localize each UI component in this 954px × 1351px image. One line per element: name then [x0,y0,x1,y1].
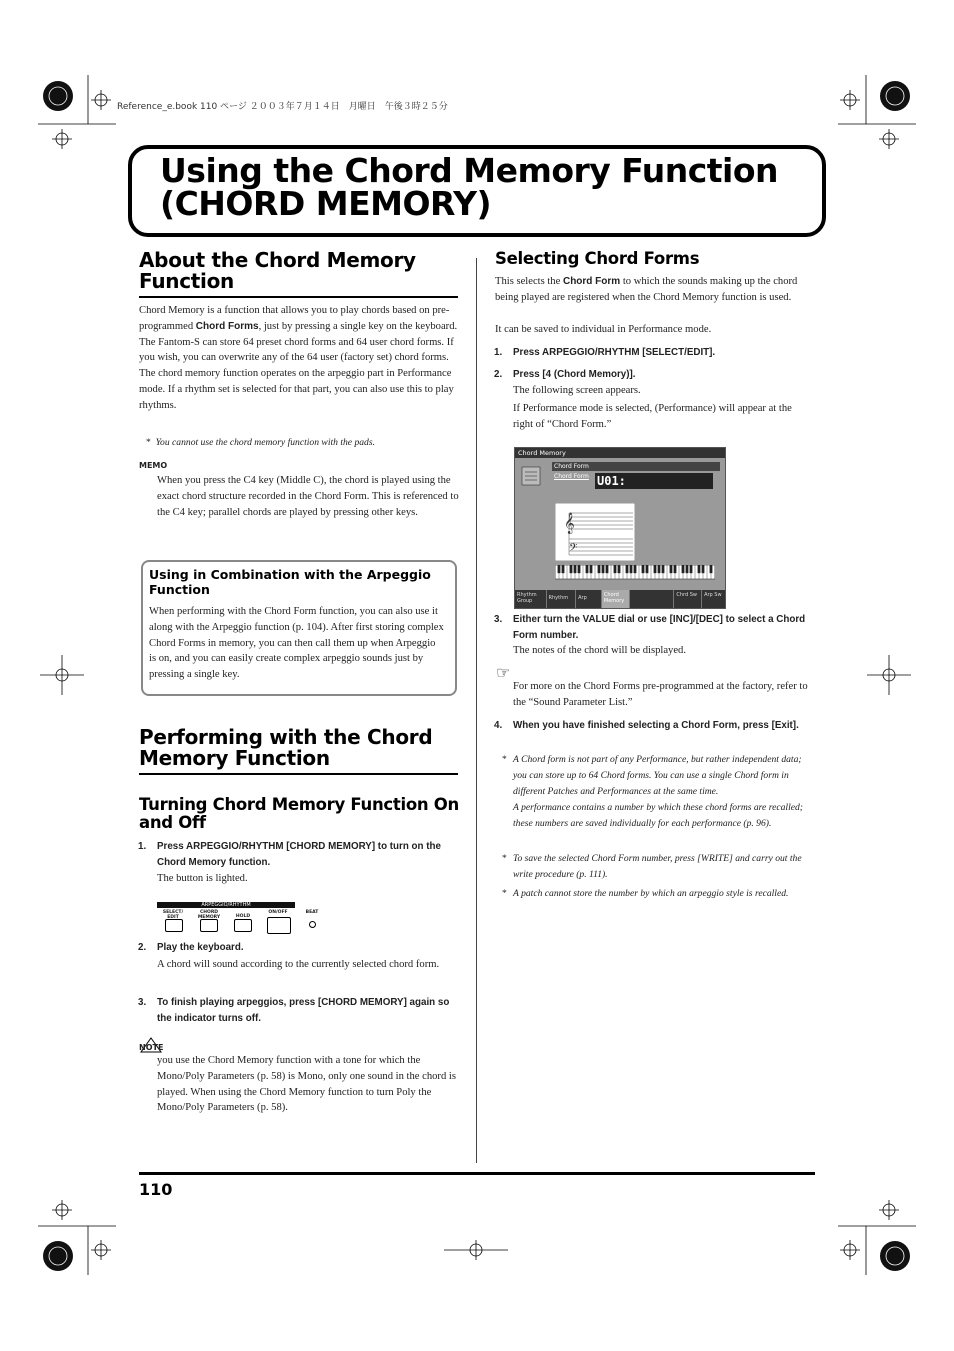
asterisk: * [502,888,507,899]
chord-memory-label: CHORD MEMORY [197,910,221,920]
black-key [598,565,600,573]
bass-clef-icon: 𝄢 [569,542,578,557]
save-note [502,851,814,883]
performing-heading [139,727,459,769]
asterisk: * [502,754,507,765]
chord-memory-button[interactable] [200,919,218,932]
black-key [630,565,632,573]
turning-heading-line-1: Turning Chord Memory Function On [139,795,459,814]
right-step-2-sub-1: The following screen appears. [513,385,641,396]
chord-form-value: U01: [597,474,626,488]
black-key [570,565,572,573]
about-p1-a: Chord Memory is a function that allows you to play chords based on pre-programmed [139,305,450,332]
right-step-4-text: When you have finished selecting a Chord Form, press [Exit]. [513,720,799,731]
right-step-2 [494,367,813,383]
right-step-4 [494,718,813,734]
on-off-label: ON/OFF [268,910,288,915]
right-step-1 [494,345,813,361]
black-key [670,565,672,573]
black-key [698,565,700,573]
combo-heading: Using in Combination with the Arpeggio Function [149,567,431,597]
black-key [634,565,636,573]
save-note-text: To save the selected Chord Form number, press [WRITE] and carry out the write procedure (p. 111). [513,853,802,880]
step-number: 1. [494,347,503,358]
arpeggio-group-label: ARPEGGIO/RHYTHM [201,902,251,908]
footer-rule [139,1172,815,1175]
left-step-1-sub: The button is lighted. [157,873,248,884]
black-key [690,565,692,573]
performing-heading-line-1: Performing with the Chord [139,725,433,749]
staff-display [555,503,635,561]
tab-arp-sw[interactable]: Arp Sw [702,590,725,608]
step-number: 1. [138,841,147,852]
chord-forms-term: Chord Forms [195,320,259,332]
chord-form-note [502,752,814,832]
step-number: 4. [494,720,503,731]
left-step-3-text: To finish playing arpeggios, press [CHORD MEMORY] again so the indicator turns off. [157,997,450,1024]
left-step-2 [138,940,457,956]
memo-text: When you press the C4 key (Middle C), the chord is played using the exact chord structure recorded in the Chord Form. This is referenced to the C4 key; parallel chords are played by pressing other keys. [157,475,459,518]
left-step-1 [138,839,457,870]
black-key [658,565,660,573]
black-key [618,565,620,573]
keyboard-display [555,565,715,581]
about-heading [139,250,459,292]
black-key [686,565,688,573]
selecting-paragraph-2: It can be saved to individual in Performance mode. [495,324,712,335]
file-header: Reference_e.book 110 ページ ２００３年７月１４日 月曜日 午後３時２５分 [117,102,448,112]
screen-tabs [515,590,725,608]
column-divider [476,258,477,1163]
about-rule [139,296,458,298]
performing-rule [139,773,458,775]
beat-label: BEAT [305,910,319,915]
black-key [602,565,604,573]
turning-heading-line-2: and Off [139,813,206,832]
tab-arp[interactable]: Arp [576,590,602,608]
turning-heading [139,796,469,832]
note-text: you use the Chord Memory function with a tone for which the Mono/Poly Parameters (p. 58) is Mono, only one sound in the chord is played. When using the Chord Memory function to turn Poly the Mono/Poly Parameters (p. 58). [157,1055,456,1114]
select-edit-button[interactable] [165,919,183,932]
screen-title: Chord Memory [518,449,566,457]
step-number: 2. [138,942,147,953]
about-paragraph-1 [139,303,459,366]
right-step-3-sub: The notes of the chord will be displayed. [513,645,686,656]
chord-form-row-1-label: Chord Form [554,463,589,470]
tab-rhythm[interactable]: Rhythm [547,590,577,608]
black-key [682,565,684,573]
pads-note [146,435,466,451]
step-number: 3. [494,614,503,625]
right-step-3-text: Either turn the VALUE dial or use [INC]/[DEC] to select a Chord Form number. [513,614,806,641]
combo-text: When performing with the Chord Form function, you can also use it along with the Arpeggio function (p. 104). After first storing complex Chord Forms in memory, you can then call them up when Arpeggio is on, and you can easily create complex arpeggio sounds just by pressing a single key. [149,606,444,681]
reference-text: For more on the Chord Forms pre-programmed at the factory, refer to the “Sound Parameter List.” [513,681,808,708]
pads-note-text: You cannot use the chord memory function with the pads. [155,437,375,448]
memo-icon: MEMO [139,461,168,470]
chord-form-term: Chord Form [562,276,621,287]
chord-form-row-2-label: Chord Form [554,473,589,480]
black-key [662,565,664,573]
about-text [139,303,459,414]
left-step-3 [138,995,459,1026]
tab-chrd-sw[interactable]: Chrd Sw [674,590,702,608]
black-key [646,565,648,573]
tab-empty [630,590,675,608]
sel-p1-a: This selects the [495,276,563,287]
tab-chord-memory[interactable]: Chord Memory [602,590,630,608]
hold-label: HOLD [235,914,251,919]
patch-note [502,886,814,902]
tab-rhythm-group[interactable]: Rhythm Group [515,590,547,608]
black-key [606,565,608,573]
title-line-2: (CHORD MEMORY) [160,184,492,223]
step-number: 2. [494,369,503,380]
black-key [574,565,576,573]
right-step-2-sub-2: If Performance mode is selected, (Performance) will appear at the right of “Chord Form.” [513,403,792,430]
selecting-paragraph [495,274,815,306]
black-key [710,565,712,573]
chord-memory-screen [514,447,726,609]
treble-clef-icon: 𝄞 [564,513,575,534]
black-key [642,565,644,573]
performing-heading-line-2: Memory Function [139,746,330,770]
reference-hand-icon: ☞ [496,665,511,682]
about-p1-c: , just by pressing a single key on the keyboard. The Fantom-S can store 64 preset chord forms and 64 user chord forms. If you wish, you can overwrite any of the 64 user (factory set) chord forms. [139,320,458,364]
black-key [702,565,704,573]
note-label: NOTE [139,1043,164,1052]
chord-form-note-text: A Chord form is not part of any Performance, but rather independent data; you can store up to 64 Chord forms. You can use a single Chord form in different Patches and Performances at the same time. [513,754,802,797]
black-key [614,565,616,573]
right-step-2-text: Press [4 (Chord Memory)]. [513,369,636,380]
black-key [558,565,560,573]
about-paragraph-2: The chord memory function operates on the arpeggio part in Performance mode. If a rhythm set is selected for that part, you can also use this to play rhythms. [139,368,454,411]
chord-memory-icon [521,465,543,489]
hold-button[interactable] [234,919,252,932]
right-step-3 [494,612,813,643]
page-number: 110 [139,1180,173,1199]
title-line-1: Using the Chord Memory Function [160,151,779,190]
black-key [626,565,628,573]
black-key [654,565,656,573]
page-title [160,151,820,223]
asterisk: * [502,853,507,864]
sel-p1-c: to which the sounds making up the chord being played are registered when the Chord Memory function is used. [495,276,798,303]
left-step-2-sub: A chord will sound according to the currently selected chord form. [157,959,440,970]
on-off-button[interactable] [267,917,291,934]
selecting-heading: Selecting Chord Forms [495,249,700,268]
right-step-1-text: Press ARPEGGIO/RHYTHM [SELECT/EDIT]. [513,347,716,358]
asterisk: * [146,437,156,448]
about-heading-line-1: About the Chord Memory [139,248,416,272]
left-step-2-text: Play the keyboard. [157,942,244,953]
beat-indicator [309,921,316,928]
black-key [562,565,564,573]
patch-note-text: A patch cannot store the number by which an arpeggio style is recalled. [513,888,789,899]
about-heading-line-2: Function [139,269,234,293]
select-edit-label: SELECT/ EDIT [162,910,184,920]
left-step-1-text: Press ARPEGGIO/RHYTHM [CHORD MEMORY] to turn on the Chord Memory function. [157,841,441,868]
black-key [590,565,592,573]
black-key [674,565,676,573]
chord-form-note-text-2: A performance contains a number by which these chord forms are recalled; these numbers are saved individually for each performance (p. 96). [513,802,803,829]
black-key [586,565,588,573]
step-number: 3. [138,997,147,1008]
black-key [578,565,580,573]
